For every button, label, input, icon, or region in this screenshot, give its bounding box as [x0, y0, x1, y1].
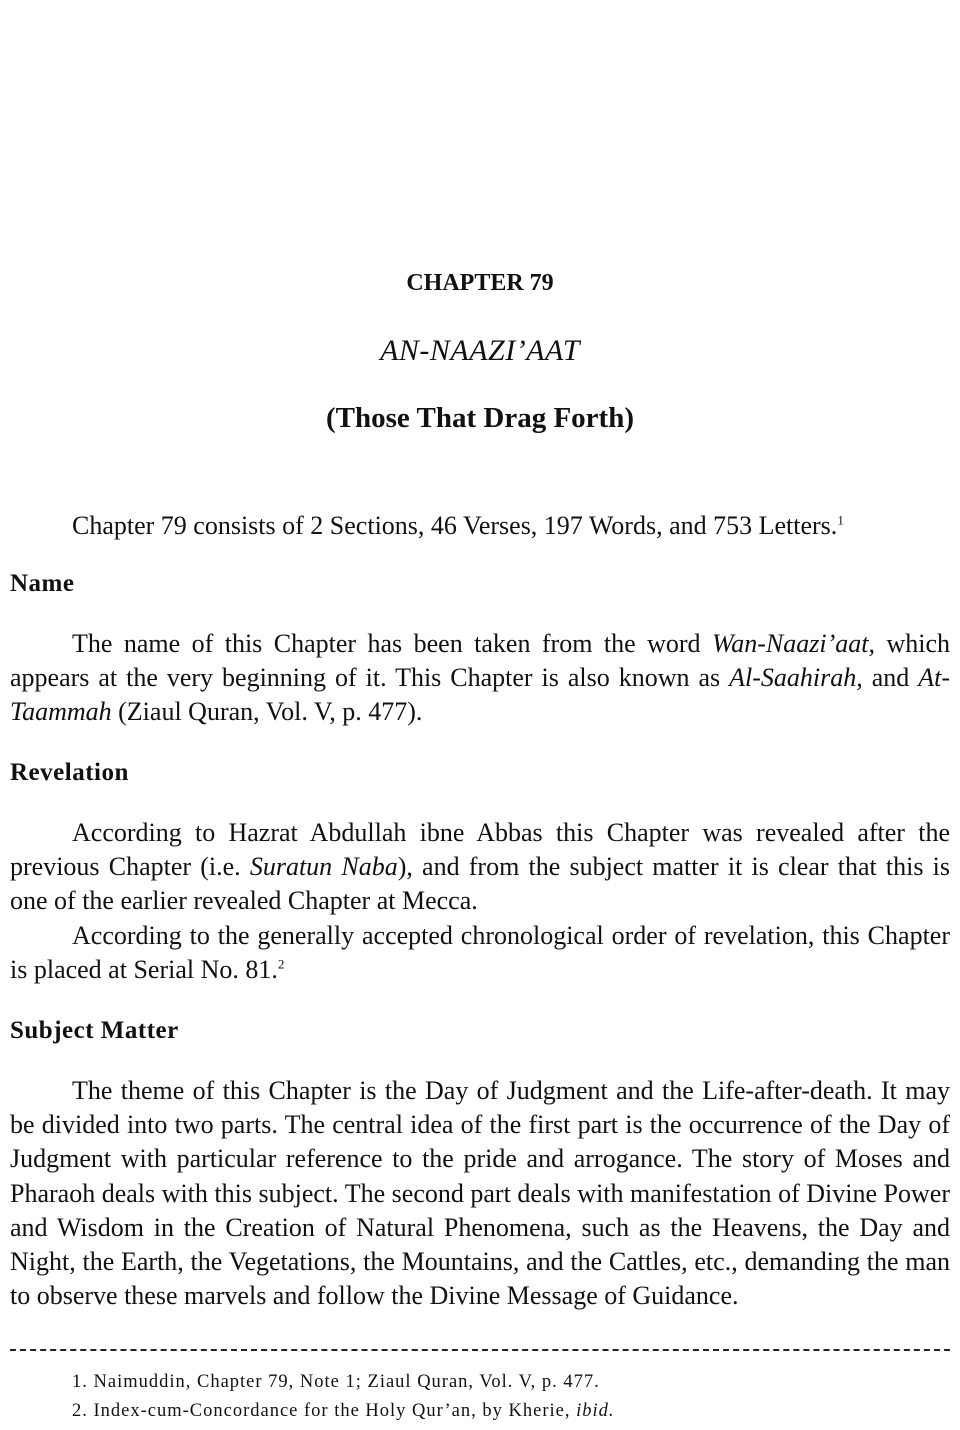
footnote-ref-2: 2	[277, 956, 285, 972]
subject-text: The theme of this Chapter is the Day of Judgment and the Life-after-death. It may be divided into two parts. The central idea of the first part is the occurrence of the Day of Judgment with particular reference to the pride and arrogance. The story of Moses and Pharaoh deals with this subject. The second part deals with manifestation of Divine Power and Wisdom in the Creation of Natural Phenomena, such as the Heavens, the Day and Night, the Earth, the Vegetations, the Mountains, and the Cattles, etc., demanding the man to observe these marvels and follow the Divine Message of Guidance.	[10, 1076, 950, 1311]
name-term-1: Wan-Naazi’aat,	[712, 629, 875, 658]
footnotes	[72, 1368, 952, 1426]
subject-paragraph	[10, 1074, 950, 1313]
name-text-3: and	[862, 663, 919, 693]
footnote-2-text: 2. Index-cum-Concordance for the Holy Qur’an, by Kherie,	[72, 1401, 577, 1421]
revelation-text-1: According to Hazrat Abdullah ibne Abbas this Chapter was revealed after the previous Chapter (i.e.	[10, 818, 950, 882]
name-term-3: At-Taammah	[10, 663, 950, 727]
revelation-text-3: According to the generally accepted chronological order of revelation, this Chapter is placed at Serial No. 81.	[10, 920, 950, 984]
footnote-ref-1: 1	[837, 512, 844, 528]
intro-text: Chapter 79 consists of 2 Sections, 46 Verses, 197 Words, and 753 Letters.	[72, 511, 838, 540]
footnote-1: 1. Naimuddin, Chapter 79, Note 1; Ziaul Quran, Vol. V, p. 477.	[72, 1372, 600, 1392]
chapter-subtitle: (Those That Drag Forth)	[326, 402, 634, 434]
footnote-2-ibid: ibid.	[576, 1401, 615, 1421]
footnote-divider	[10, 1349, 950, 1351]
name-text-2: which appears at the very beginning of it. This Chapter is also known as	[10, 629, 950, 693]
subject-heading: Subject Matter	[10, 1017, 179, 1044]
revelation-term-1: Suratun Naba	[249, 852, 398, 882]
footnote-2	[72, 1397, 952, 1426]
chapter-title: AN-NAAZI’AAT	[380, 334, 580, 367]
chapter-label: CHAPTER 79	[406, 270, 554, 296]
revelation-heading: Revelation	[10, 759, 129, 786]
name-text-1: The name of this Chapter has been taken from the word	[72, 629, 712, 658]
name-paragraph	[10, 627, 950, 730]
revelation-text-2: ), and from the subject matter it is clear that this is one of the earlier revealed Chapter at Mecca.	[10, 852, 950, 916]
name-term-2: Al-Saahirah,	[729, 663, 863, 693]
revelation-paragraphs	[10, 816, 950, 987]
intro-paragraph	[10, 509, 950, 543]
name-text-4: (Ziaul Quran, Vol. V, p. 477).	[111, 697, 423, 727]
name-heading: Name	[10, 570, 75, 597]
